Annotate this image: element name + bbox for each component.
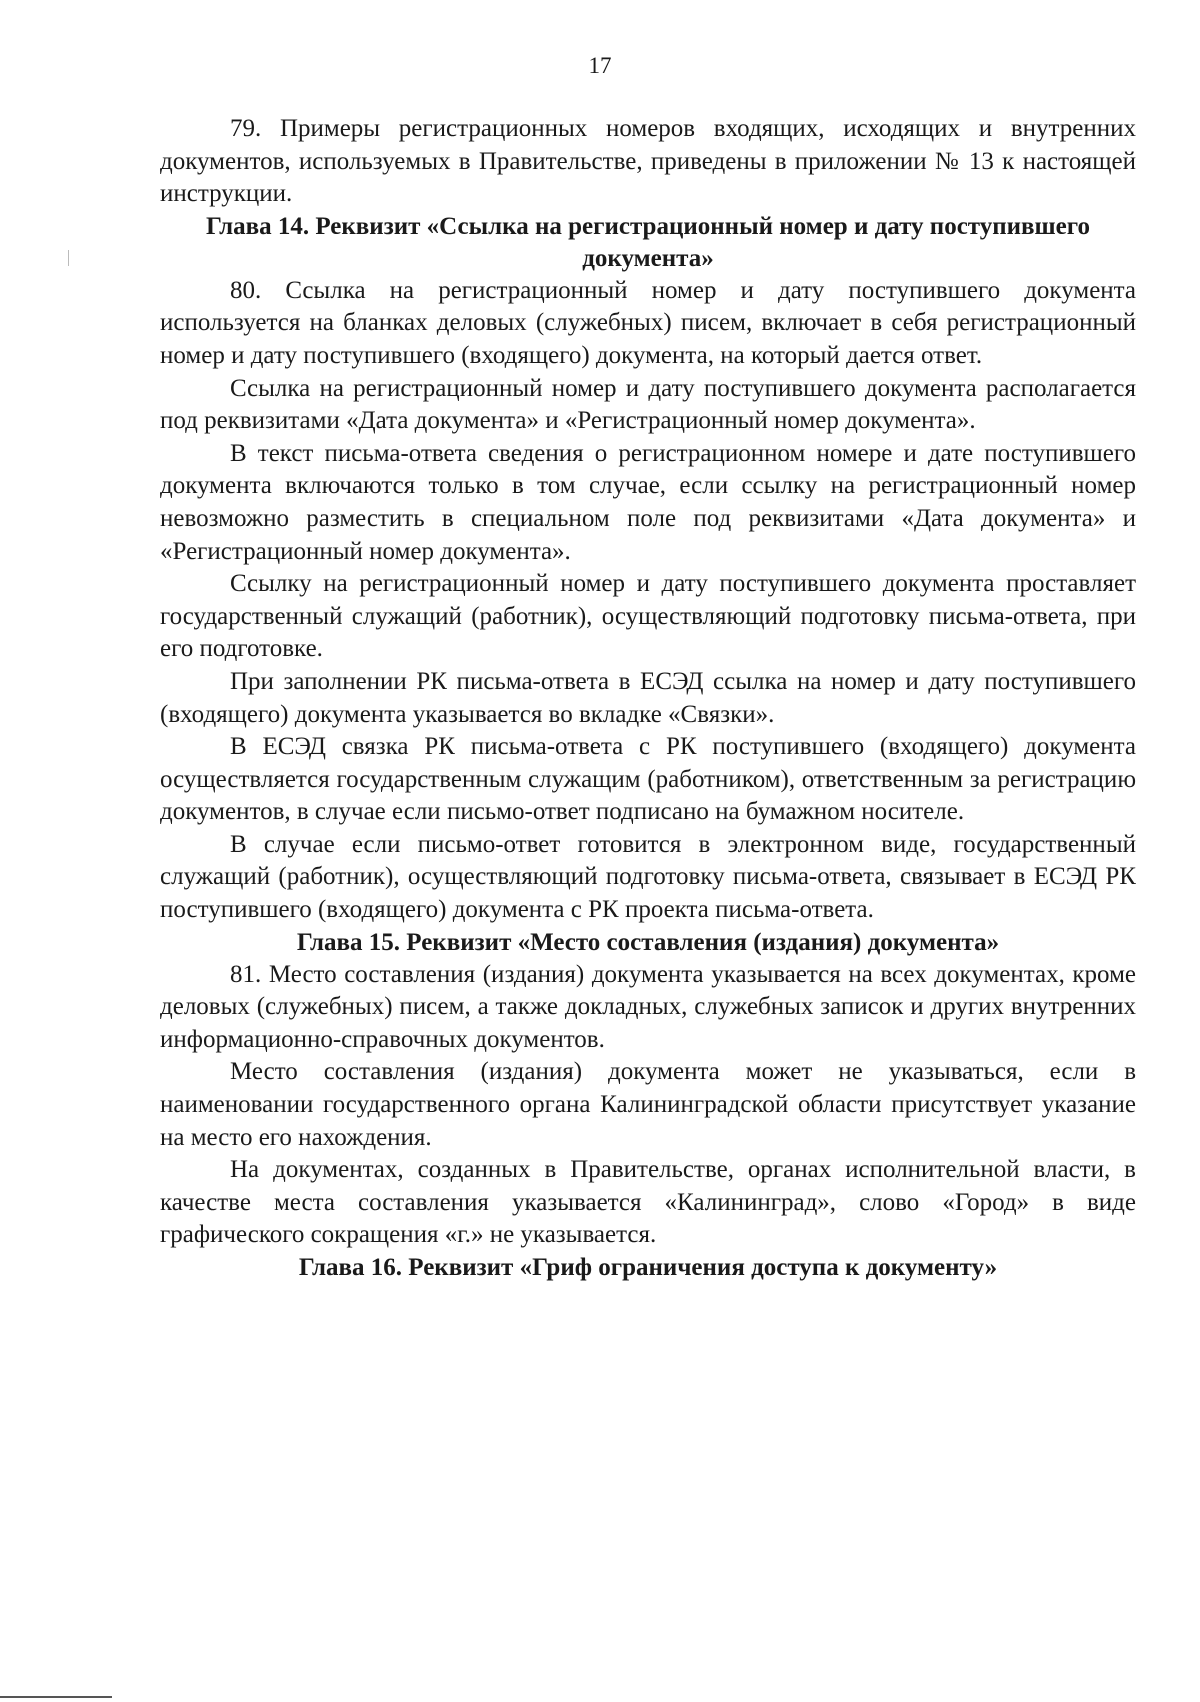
paragraph-80-responsible: Ссылку на регистрационный номер и дату поступившего документа проставляет государственный служащий (работник), осуществляющий подготовку письма-ответа, при его подготовке. [160, 570, 1136, 663]
page-number: 17 [588, 53, 612, 78]
scan-artifact-mark [68, 250, 69, 266]
paragraph-80-placement: Ссылка на регистрационный номер и дату поступившего документа располагается под реквизитами «Дата документа» и «Регистрационный номер документа». [160, 374, 1136, 435]
paragraph-80-esed-link-paper: В ЕСЭД связка РК письма-ответа с РК поступившего (входящего) документа осуществляется государственным служащим (работником), ответственным за регистрацию документов, в случае если письмо-ответ подписано на бумажном носителе. [160, 733, 1136, 826]
paragraph-81-optional: Место составления (издания) документа может не указываться, если в наименовании государственного органа Калининградской области присутствует указание на место его нахождения. [160, 1058, 1136, 1151]
paragraph-80: 80. Ссылка на регистрационный номер и дату поступившего документа используется на бланках деловых (служебных) писем, включает в себя регистрационный номер и дату поступившего (входящего) документа, на который дается ответ. [160, 276, 1136, 369]
paragraph-81: 81. Место составления (издания) документа указывается на всех документах, кроме деловых (служебных) писем, а также докладных, служебных записок и других внутренних информационно-справочных документов. [160, 960, 1136, 1053]
paragraph-80-reply-text: В текст письма-ответа сведения о регистрационном номере и дате поступившего документа включаются только в том случае, если ссылку на регистрационный номер невозможно разместить в специальном поле под реквизитами «Дата документа» и «Регистрационный номер документа». [160, 439, 1136, 565]
chapter-15-heading: Глава 15. Реквизит «Место составления (издания) документа» [296, 928, 1000, 956]
paragraph-80-esed-link-electronic: В случае если письмо-ответ готовится в электронном виде, государственный служащий (работник), осуществляющий подготовку письма-ответа, связывает в ЕСЭД РК поступившего (входящего) документа с РК проекта письма-ответа. [160, 830, 1136, 924]
paragraph-80-esed-tab: При заполнении РК письма-ответа в ЕСЭД ссылка на номер и дату поступившего (входящего) документа указывается во вкладке «Связки». [160, 667, 1136, 728]
scan-edge-line [0, 1696, 112, 1698]
document-body [160, 113, 1136, 1284]
paragraph-79: 79. Примеры регистрационных номеров входящих, исходящих и внутренних документов, используемых в Правительстве, приведены в приложении № 13 к настоящей инструкции. [160, 115, 1136, 208]
paragraph-81-kaliningrad: На документах, созданных в Правительстве, органах исполнительной власти, в качестве места составления указывается «Калининград», слово «Город» в виде графического сокращения «г.» не указывается. [160, 1156, 1136, 1249]
chapter-14-heading: Глава 14. Реквизит «Ссылка на регистрационный номер и дату поступившего документа» [205, 212, 1090, 272]
chapter-16-heading: Глава 16. Реквизит «Гриф ограничения доступа к документу» [298, 1254, 998, 1281]
